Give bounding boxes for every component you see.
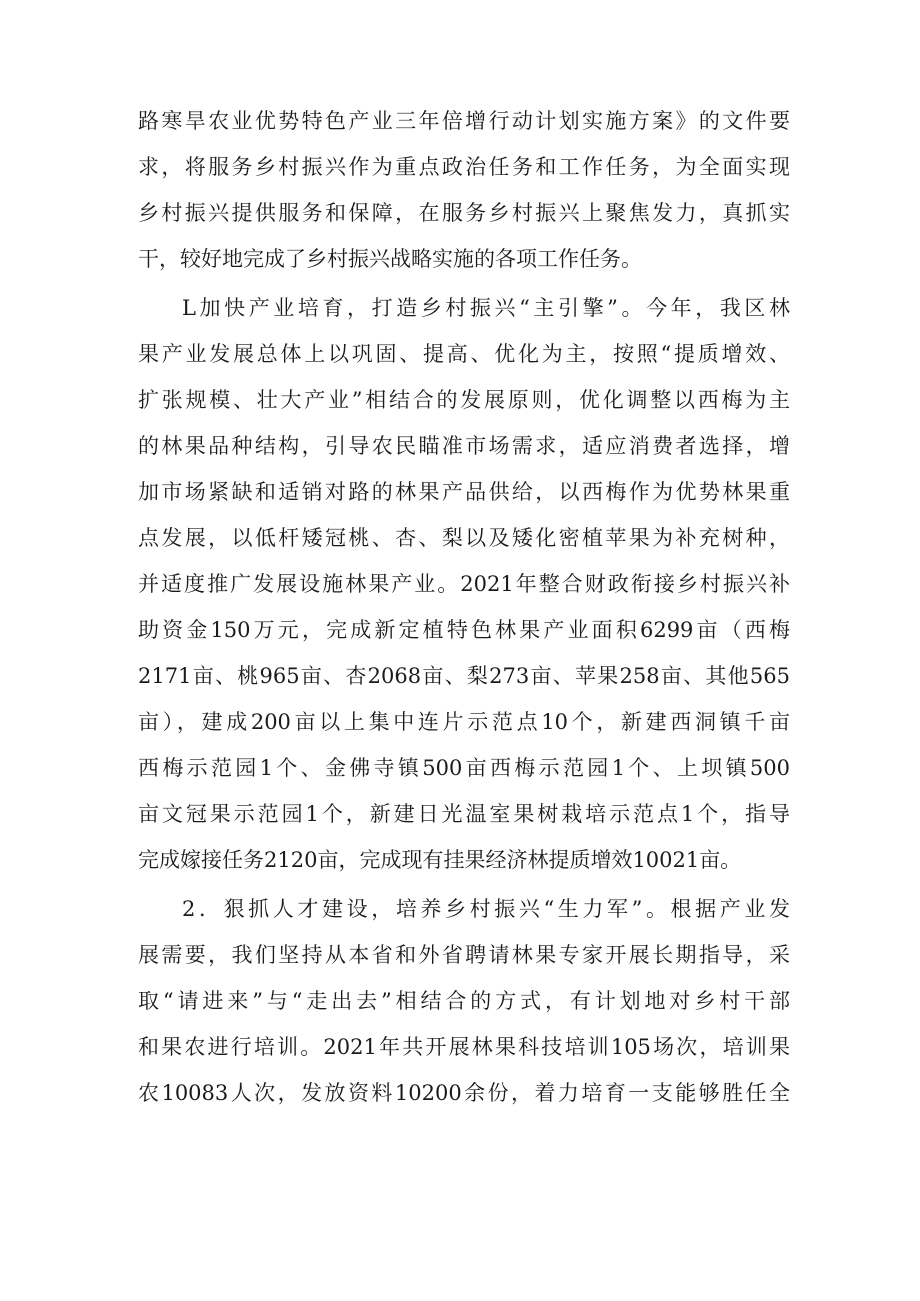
text-line: 点发展，以低杆矮冠桃、杏、梨以及矮化密植苹果为补充树种， — [138, 526, 790, 550]
text-line: 取“请进来”与“走出去”相结合的方式，有计划地对乡村干部 — [138, 989, 790, 1013]
text-line: 果产业发展总体上以巩固、提高、优化为主，按照“提质增效、 — [138, 342, 790, 366]
document-body — [138, 98, 790, 1119]
text-line: 求，将服务乡村振兴作为重点政治任务和工作任务，为全面实现 — [138, 155, 790, 179]
text-line: 完成嫁接任务2120亩，完成现有挂果经济林提质增效10021亩。 — [138, 848, 742, 872]
text-line: 加市场紧缺和适销对路的林果产品供给，以西梅作为优势林果重 — [138, 480, 790, 504]
paragraph-intro — [138, 98, 790, 282]
text-line: 的林果品种结构，引导农民瞄准市场需求，适应消费者选择，增 — [138, 434, 790, 458]
text-line: 展需要，我们坚持从本省和外省聘请林果专家开展长期指导，采 — [138, 943, 790, 967]
text-line: 扩张规模、壮大产业”相结合的发展原则，优化调整以西梅为主 — [138, 388, 790, 412]
text-line: 乡村振兴提供服务和保障，在服务乡村振兴上聚焦发力，真抓实 — [138, 201, 790, 225]
text-line: 2171亩、桃965亩、杏2068亩、梨273亩、苹果258亩、其他565 — [138, 664, 790, 688]
text-line: 路寒旱农业优势特色产业三年倍增行动计划实施方案》的文件要 — [138, 109, 790, 133]
paragraph-talent — [138, 886, 790, 1116]
text-line: 西梅示范园1个、金佛寺镇500亩西梅示范园1个、上坝镇500 — [138, 756, 790, 780]
text-line: 亩），建成200亩以上集中连片示范点10个，新建西洞镇千亩 — [138, 710, 790, 734]
text-line: 亩文冠果示范园1个，新建日光温室果树栽培示范点1个，指导 — [138, 802, 790, 826]
text-line: L加快产业培育，打造乡村振兴“主引擎”。今年，我区林 — [182, 296, 790, 320]
paragraph-industry — [138, 285, 790, 883]
text-line: 2．狠抓人才建设，培养乡村振兴“生力军”。根据产业发 — [182, 897, 790, 921]
text-line: 和果农进行培训。2021年共开展林果科技培训105场次，培训果 — [138, 1035, 790, 1059]
text-line: 并适度推广发展设施林果产业。2021年整合财政衔接乡村振兴补 — [138, 572, 790, 596]
text-line: 农10083人次，发放资料10200余份，着力培育一支能够胜任全 — [138, 1081, 790, 1105]
text-line: 干，较好地完成了乡村振兴战略实施的各项工作任务。 — [138, 247, 642, 271]
text-line: 助资金150万元，完成新定植特色林果产业面积6299亩（西梅 — [138, 618, 790, 642]
